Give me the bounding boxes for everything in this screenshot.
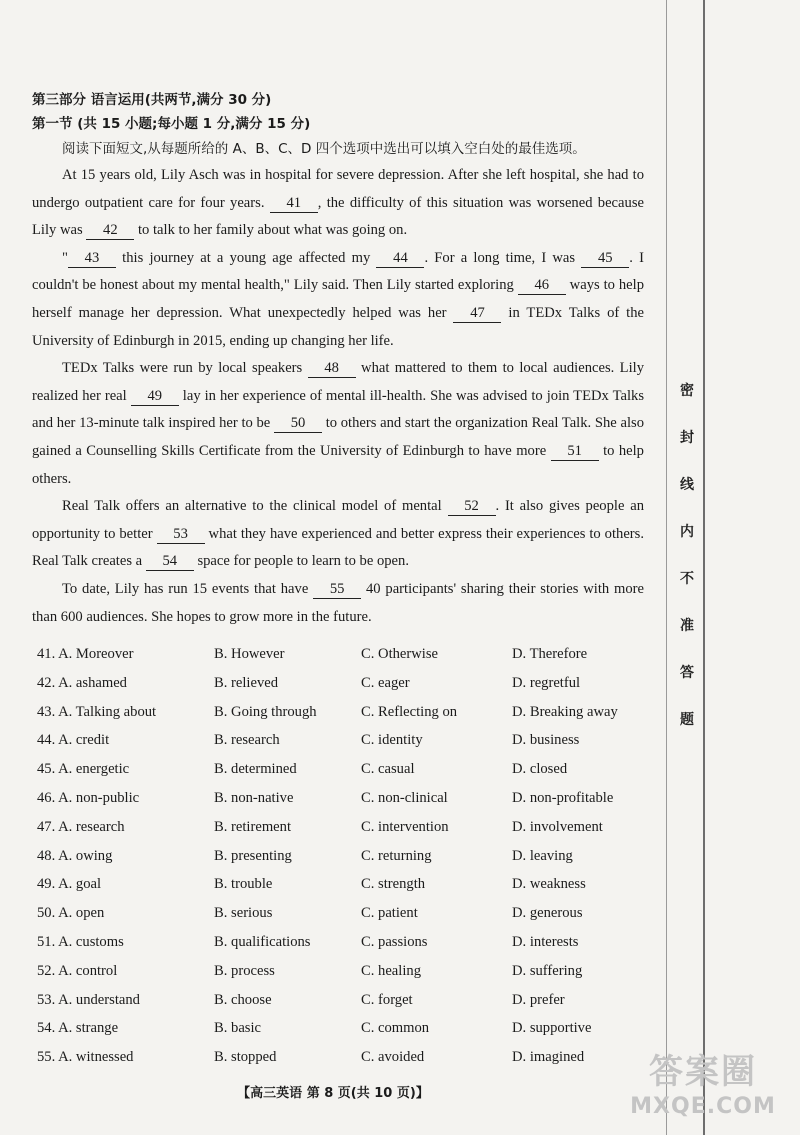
option-b: B. determined [214, 761, 297, 778]
option-row-46 [37, 784, 647, 813]
passage-text: what they have experienced and better express their experiences to others. Real Talk creates a [32, 525, 644, 570]
seal-char: 内 [680, 524, 694, 540]
passage-text: lay in her experience of mental ill-health. She was advised to join TEDx Talks and her 13-minute talk inspired her to be [32, 387, 644, 432]
paragraph [32, 576, 644, 631]
option-row-43 [37, 698, 647, 727]
passage-text: to others and start the organization Real Talk. She also gained a Counselling Skills Certificate from the University of Edinburgh to have more [32, 415, 644, 459]
option-b: B. serious [214, 905, 273, 922]
option-row-45 [37, 755, 647, 784]
blank-46: 46 [518, 276, 566, 295]
passage-text: . I couldn't be honest about my mental health," Lily said. Then Lily started exploring [32, 249, 644, 294]
paragraph [32, 162, 644, 245]
blank-52: 52 [448, 497, 496, 516]
option-d: D. prefer [512, 991, 565, 1008]
option-d: D. supportive [512, 1020, 592, 1037]
option-b: B. qualifications [214, 933, 311, 950]
option-c: C. non-clinical [361, 789, 448, 806]
passage-text: To date, Lily has run 15 events that have [62, 580, 309, 597]
option-b: B. However [214, 646, 285, 662]
option-c: C. casual [361, 761, 415, 778]
passage-text: " [62, 249, 68, 266]
paragraph [32, 245, 644, 355]
passage-text: 40 participants' sharing their stories with more than 600 audiences. She hopes to grow more in the future. [32, 580, 644, 625]
option-c: C. avoided [361, 1049, 425, 1066]
paragraph [32, 355, 644, 493]
option-row-49 [37, 870, 647, 899]
passage-text: to help others. [32, 442, 644, 487]
option-d: D. Therefore [512, 646, 588, 662]
option-a: 42. A. ashamed [37, 674, 127, 691]
option-row-54 [37, 1014, 647, 1043]
option-c: C. patient [361, 905, 418, 922]
option-c: C. identity [361, 732, 423, 749]
passage-text: to talk to her family about what was going on. [137, 222, 408, 239]
blank-55: 55 [313, 580, 361, 599]
option-b: B. basic [214, 1020, 262, 1037]
seal-line-notice [676, 380, 698, 756]
section-title: 第三部分 语言运用(共两节,满分 30 分) [32, 92, 272, 108]
passage-text: space for people to learn to be open. [197, 553, 409, 570]
watermark-url: MXQE.COM [630, 1094, 776, 1119]
option-d: D. weakness [512, 876, 586, 893]
option-a: 44. A. credit [37, 732, 110, 749]
option-d: D. imagined [512, 1049, 585, 1066]
blank-43: 43 [68, 249, 116, 268]
passage-text: TEDx Talks were run by local speakers [62, 360, 303, 377]
option-b: B. non-native [214, 789, 294, 806]
option-a: 45. A. energetic [37, 761, 130, 778]
paragraph [32, 493, 644, 576]
blank-51: 51 [551, 442, 599, 461]
option-d: D. business [512, 732, 580, 749]
blank-54: 54 [146, 552, 194, 571]
option-c: C. Reflecting on [361, 703, 458, 720]
option-c: C. passions [361, 933, 428, 950]
option-c: C. returning [361, 847, 432, 864]
blank-48: 48 [308, 359, 356, 378]
answer-options [37, 640, 647, 1072]
option-row-55 [37, 1043, 647, 1072]
blank-41: 41 [270, 194, 318, 213]
option-a: 41. A. Moreover [37, 646, 134, 662]
option-a: 47. A. research [37, 818, 125, 835]
passage-text: Real Talk offers an alternative to the clinical model of mental [62, 498, 442, 515]
passage-text: . It also gives people an opportunity to better [32, 498, 644, 542]
blank-49: 49 [131, 387, 179, 406]
option-d: D. interests [512, 933, 579, 950]
option-b: B. relieved [214, 674, 279, 691]
seal-char: 封 [680, 430, 694, 446]
option-row-48 [37, 842, 647, 871]
option-b: B. Going through [214, 703, 317, 720]
blank-53: 53 [157, 525, 205, 544]
option-b: B. retirement [214, 818, 291, 835]
option-row-44 [37, 726, 647, 755]
option-b: B. research [214, 732, 280, 749]
option-row-50 [37, 899, 647, 928]
option-c: C. common [361, 1020, 430, 1037]
option-c: C. strength [361, 876, 426, 893]
option-a: 54. A. strange [37, 1020, 119, 1037]
option-b: B. choose [214, 991, 272, 1008]
option-d: D. Breaking away [512, 703, 618, 720]
seal-char: 线 [680, 477, 694, 493]
site-watermark [618, 1050, 788, 1120]
page-footer: 【高三英语 第 8 页(共 10 页)】 [237, 1086, 429, 1101]
option-a: 43. A. Talking about [37, 703, 157, 720]
seal-char: 密 [680, 383, 694, 399]
option-a: 49. A. goal [37, 876, 102, 893]
option-a: 52. A. control [37, 962, 118, 979]
passage-text: this journey at a young age affected my [122, 249, 371, 266]
seal-char: 题 [680, 712, 694, 728]
option-c: C. forget [361, 991, 413, 1008]
option-row-42 [37, 669, 647, 698]
option-d: D. regretful [512, 674, 581, 691]
option-b: B. stopped [214, 1049, 277, 1066]
instruction-text: 阅读下面短文,从每题所给的 A、B、C、D 四个选项中选出可以填入空白处的最佳选项。 [62, 141, 586, 157]
cloze-passage [32, 162, 644, 631]
option-d: D. non-profitable [512, 789, 614, 806]
option-a: 55. A. witnessed [37, 1049, 134, 1066]
option-b: B. process [214, 962, 275, 979]
option-row-41 [37, 640, 647, 669]
option-a: 50. A. open [37, 905, 105, 922]
blank-44: 44 [376, 249, 424, 268]
binding-line [666, 0, 667, 1135]
option-a: 48. A. owing [37, 847, 113, 864]
binding-line [703, 0, 705, 1135]
option-row-53 [37, 986, 647, 1015]
option-row-51 [37, 928, 647, 957]
option-row-47 [37, 813, 647, 842]
passage-text: ways to help herself manage her depression. What unexpectedly helped was her [32, 277, 644, 321]
watermark-logo-text: 答案圈 [649, 1052, 757, 1092]
option-c: C. eager [361, 674, 410, 691]
seal-char: 准 [680, 618, 694, 634]
passage-text: . For a long time, I was [424, 249, 576, 266]
blank-42: 42 [86, 221, 134, 240]
option-c: C. intervention [361, 818, 449, 835]
section-subtitle: 第一节 (共 15 小题;每小题 1 分,满分 15 分) [32, 116, 311, 132]
blank-50: 50 [274, 414, 322, 433]
option-row-52 [37, 957, 647, 986]
option-c: C. healing [361, 962, 421, 979]
blank-45: 45 [581, 249, 629, 268]
passage-text: what mattered to them to local audiences. Lily realized her real [32, 360, 644, 404]
exam-content [32, 88, 644, 631]
option-d: D. involvement [512, 818, 603, 835]
passage-text: , the difficulty of this situation was worsened because Lily was [32, 194, 644, 239]
option-a: 51. A. customs [37, 933, 124, 950]
passage-text: At 15 years old, Lily Asch was in hospital for severe depression. After she left hospital, she had to undergo outpatient care for four years. [32, 167, 644, 211]
option-d: D. suffering [512, 962, 583, 979]
seal-char: 不 [680, 571, 694, 587]
option-b: B. trouble [214, 876, 273, 893]
blank-47: 47 [453, 304, 501, 323]
option-d: D. leaving [512, 847, 573, 864]
option-d: D. closed [512, 761, 568, 778]
option-b: B. presenting [214, 847, 292, 864]
option-d: D. generous [512, 905, 583, 922]
option-a: 46. A. non-public [37, 789, 140, 806]
passage-text: in TEDx Talks of the University of Edinburgh in 2015, ending up changing her life. [32, 304, 644, 349]
option-c: C. Otherwise [361, 646, 439, 662]
seal-char: 答 [680, 665, 694, 681]
option-a: 53. A. understand [37, 991, 140, 1008]
